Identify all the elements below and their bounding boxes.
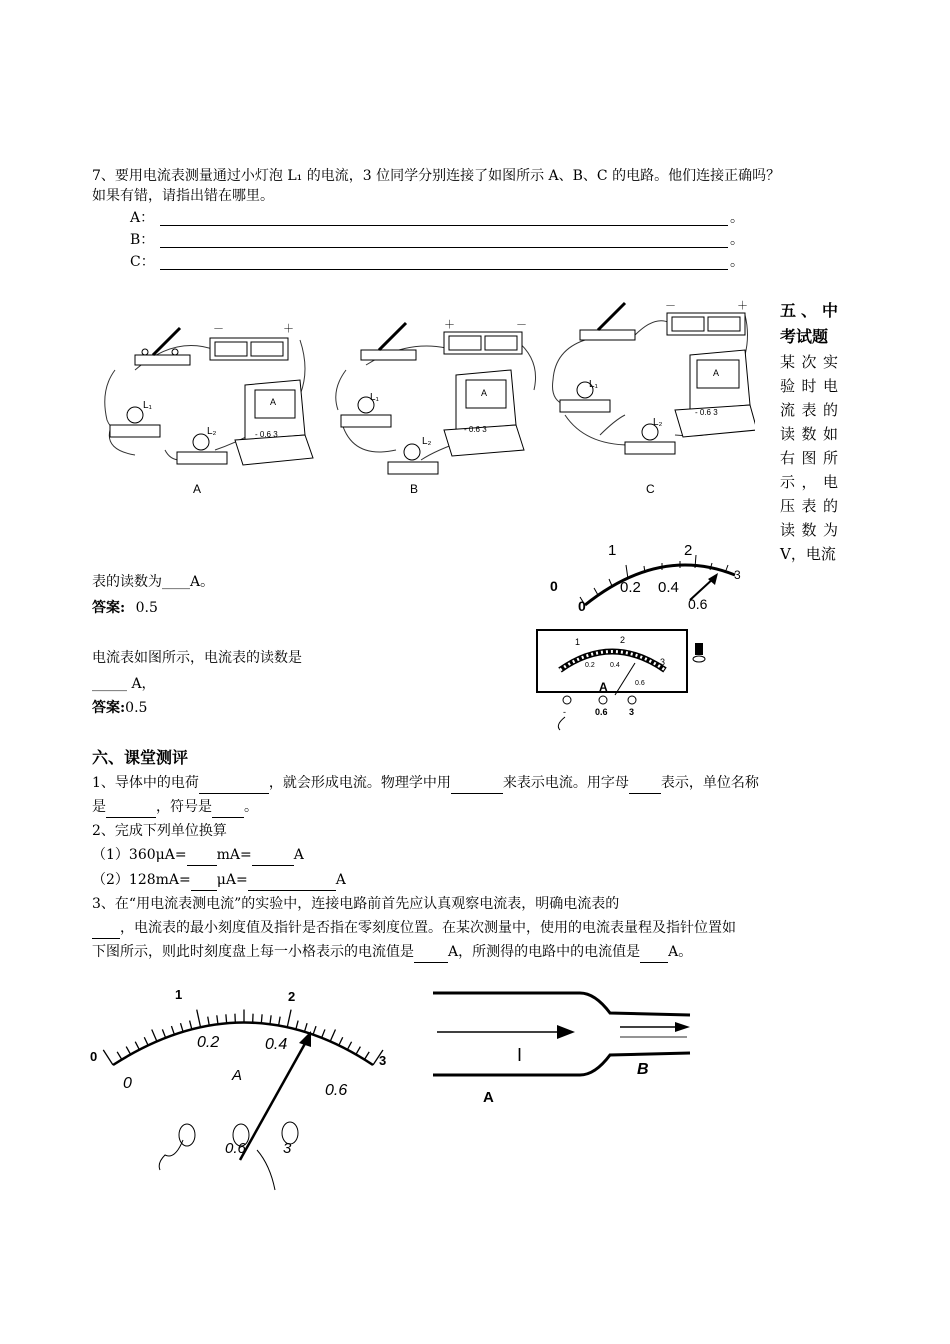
meter1-bottom-3: 0.6	[688, 596, 708, 612]
q7-answer-a-line[interactable]	[160, 225, 728, 226]
section6-q3-line1: 3、在“用电流表测电流”的实验中，连接电路前首先应认真观察电流表，明确电流表的	[92, 896, 620, 912]
lamp-l2-label: L₂	[422, 436, 432, 447]
section5-text: 某次实验时电流表的读数如右图所示，电压表的读数为V，电流	[780, 353, 838, 563]
meter-dial-3	[85, 985, 405, 1200]
dial-tick	[171, 1026, 174, 1035]
lamp-l2-icon	[625, 417, 675, 454]
circuit-diagram-b	[326, 310, 551, 505]
q1-blank-2[interactable]	[451, 773, 503, 794]
q2-2-text-c: A	[335, 872, 346, 888]
section6-q3-line2	[92, 918, 736, 939]
battery-minus-label: －	[213, 323, 224, 335]
meter1-zero-bottom: 0	[578, 598, 586, 614]
meter2-term-3: 3	[629, 707, 635, 717]
dial-tick	[103, 1050, 113, 1065]
q1-blank-4[interactable]	[106, 797, 156, 818]
q2-1-text-c: A	[293, 847, 304, 863]
dial-tick	[226, 1014, 227, 1023]
q2-1-blank-1[interactable]	[187, 845, 217, 866]
ammeter-terminals: - 0.6 3	[255, 430, 278, 439]
circuit-b-caption: B	[410, 482, 419, 496]
section6-q2-1	[92, 845, 304, 866]
q1-text-e: 是	[92, 799, 106, 815]
q7-answer-c-label: C：	[130, 254, 155, 270]
meter-dial-2	[525, 625, 725, 735]
dial-tick	[364, 1052, 369, 1060]
meter3-term-1: 0.6	[225, 1140, 246, 1157]
ammeter-unit: A	[481, 388, 488, 398]
battery-icon	[665, 300, 748, 335]
q1-blank-1[interactable]	[199, 773, 269, 794]
dial-tick	[313, 1026, 316, 1034]
dial-tick	[347, 1042, 351, 1050]
answer-value: 0.5	[125, 700, 148, 716]
dial-tick	[304, 1023, 307, 1032]
lamp-l1-label: L₁	[589, 379, 598, 390]
meter2-bottom-2: 0.4	[610, 662, 620, 669]
section6-q1-line2	[92, 797, 258, 818]
dial-tick	[287, 1010, 291, 1028]
ammeter-icon	[444, 370, 524, 456]
dial-tick	[279, 1017, 281, 1026]
meter3-top-2: 2	[288, 989, 296, 1004]
q1-blank-5[interactable]	[212, 797, 244, 818]
meter3-unit: A	[232, 1067, 243, 1084]
circuit-c-caption: C	[646, 482, 655, 495]
q2-1-blank-2[interactable]	[252, 845, 294, 866]
battery-minus-label: －	[516, 319, 527, 331]
meter3-top-3: 3	[379, 1053, 387, 1068]
dial-tick	[162, 1029, 165, 1037]
q3-blank-3[interactable]	[640, 942, 668, 963]
q2-1-text-a: （1）360μA=	[92, 847, 187, 863]
dial-tick	[322, 1029, 325, 1037]
dial-tick	[356, 1047, 360, 1055]
q3-blank-1[interactable]	[92, 918, 120, 939]
answer-label: 答案:	[92, 600, 126, 616]
q7-answer-b-end: 。	[730, 232, 744, 248]
meter3-top-0: 0	[90, 1049, 98, 1064]
section-b-label: B	[637, 1061, 649, 1078]
circuit-a-caption: A	[193, 482, 202, 496]
section5-answer	[92, 598, 158, 618]
battery-icon	[210, 323, 294, 360]
section6-q2: 2、完成下列单位换算	[92, 823, 227, 839]
lamp-l1-icon	[110, 400, 160, 437]
circuit-diagram-a	[95, 310, 320, 505]
answer-label: 答案:	[92, 700, 126, 716]
section5-cont: 表的读数为____A。	[92, 574, 215, 590]
section6-heading: 六、课堂测评	[92, 748, 189, 767]
meter2-term-2: 0.6	[595, 707, 608, 717]
q1-text-a: 1、导体中的电荷	[92, 775, 199, 791]
dial-tick	[197, 1010, 201, 1028]
dial-tick	[330, 1029, 335, 1041]
q7-line2: 如果有错，请指出错在哪里。	[92, 188, 274, 204]
meter-dial-1	[540, 535, 750, 620]
q7-answer-b-label: B：	[130, 232, 155, 248]
current-label: I	[517, 1045, 523, 1065]
q3-text-b: ，电流表的最小刻度值及指针是否指在零刻度位置。在某次测量中，使用的电流表量程及指针位置如	[120, 920, 736, 936]
q3-text-d: A，所测得的电路中的电流值是	[448, 944, 641, 960]
lamp-l2-label: L₂	[653, 417, 663, 428]
dial-tick	[152, 1029, 157, 1041]
meter2-term-1: -	[563, 707, 566, 717]
meter2-top-3: 3	[660, 657, 666, 667]
battery-minus-label: －	[665, 300, 676, 312]
dial-tick	[339, 1037, 343, 1045]
meter1-bottom-1: 0.2	[620, 579, 641, 596]
switch-icon	[580, 303, 635, 340]
q1-blank-3[interactable]	[629, 773, 661, 794]
terminal-knob-icon	[693, 643, 705, 662]
q-current-line1: 电流表如图所示，电流表的读数是	[92, 650, 302, 666]
q7-answer-a-label: A：	[130, 210, 155, 226]
meter3-term-2: 3	[283, 1140, 292, 1157]
q3-text-e: A。	[668, 944, 693, 960]
battery-plus-label: ＋	[737, 300, 748, 312]
battery-plus-label: ＋	[283, 323, 294, 335]
q2-2-blank-1[interactable]	[191, 870, 217, 891]
q1-text-b: ，就会形成电流。物理学中用	[268, 775, 451, 791]
meter1-top-3: 3	[734, 568, 741, 582]
lamp-l2-icon	[177, 426, 227, 464]
arrow-a-icon	[557, 1025, 575, 1039]
q1-text-c: 来表示电流。用字母	[502, 775, 629, 791]
meter3-bottom-2: 0.4	[265, 1036, 288, 1053]
meter2-bottom-1: 0.2	[585, 662, 595, 669]
dial-tick	[261, 1014, 262, 1023]
dial-tick	[117, 1052, 122, 1060]
q1-text-d: 表示，单位名称	[660, 775, 759, 791]
ammeter-unit: A	[713, 368, 720, 378]
dial-tick	[190, 1021, 192, 1030]
ammeter-terminals: - 0.6 3	[464, 425, 487, 434]
lamp-l2-label: L₂	[207, 426, 217, 437]
dial-tick	[217, 1015, 218, 1024]
meter2-bottom-3: 0.6	[635, 680, 645, 687]
current-flow-diagram	[425, 985, 705, 1110]
answer-value: 0.5	[135, 600, 158, 616]
arrow-b-icon	[675, 1022, 690, 1032]
section-a-label: A	[483, 1089, 494, 1106]
switch-icon	[361, 323, 416, 360]
meter1-top-2: 2	[684, 542, 693, 559]
ammeter-icon	[235, 380, 313, 465]
dial-tick	[144, 1037, 148, 1045]
meter3-bottom-0: 0	[123, 1075, 132, 1092]
ammeter-icon	[675, 350, 755, 437]
section6-q2-2	[92, 870, 346, 891]
dial-tick	[181, 1023, 184, 1032]
q2-2-text-a: （2）128mA=	[92, 872, 191, 888]
q7-answer-b-line[interactable]	[160, 247, 728, 248]
q1-text-g: 。	[244, 799, 258, 815]
battery-plus-label: ＋	[444, 319, 455, 331]
section6-q1	[92, 773, 759, 794]
q7-answer-c-end: 。	[730, 254, 744, 270]
dial-tick	[270, 1015, 271, 1024]
lamp-l1-label: L₁	[370, 392, 379, 403]
dial-tick	[208, 1017, 210, 1026]
meter2-top-2: 2	[620, 635, 626, 645]
lamp-l1-label: L₁	[143, 400, 152, 411]
q2-2-blank-2[interactable]	[248, 870, 336, 891]
q2-2-text-b: μA=	[216, 872, 248, 888]
circuit-diagram-c	[545, 295, 755, 495]
q-current-answer	[92, 698, 147, 718]
q7-line1: 7、要用电流表测量通过小灯泡 L₁ 的电流，3 位同学分别连接了如图所示 A、B、C 的电路。他们连接正确吗？	[92, 168, 781, 184]
dial-tick	[135, 1042, 139, 1050]
q1-text-f: ，符号是	[156, 799, 212, 815]
lamp-l1-icon	[560, 379, 610, 412]
q7-answer-c-line[interactable]	[160, 269, 728, 270]
dial-tick	[296, 1021, 298, 1030]
meter1-zero-top: 0	[550, 578, 558, 594]
section5-heading: 五、中考试题	[780, 301, 838, 346]
q2-1-text-b: mA=	[216, 847, 252, 863]
q3-blank-2[interactable]	[414, 942, 448, 963]
lamp-l1-icon	[341, 392, 391, 427]
meter3-bottom-1: 0.2	[197, 1034, 220, 1051]
q3-text-c: 下图所示，则此时刻度盘上每一小格表示的电流值是	[92, 944, 414, 960]
q-current-line2: _____ A，	[92, 676, 156, 692]
meter3-top-1: 1	[175, 987, 183, 1002]
ammeter-unit: A	[270, 397, 277, 407]
meter1-bottom-2: 0.4	[658, 579, 679, 596]
meter2-top-1: 1	[575, 637, 581, 647]
dial-tick	[126, 1047, 130, 1055]
meter3-bottom-3: 0.6	[325, 1082, 348, 1099]
meter1-top-1: 1	[608, 542, 617, 559]
ammeter-terminals: - 0.6 3	[695, 408, 718, 417]
section6-q3-line3	[92, 942, 692, 963]
meter2-unit: A	[599, 680, 608, 694]
q7-answer-a-end: 。	[730, 210, 744, 226]
battery-icon	[444, 319, 527, 354]
